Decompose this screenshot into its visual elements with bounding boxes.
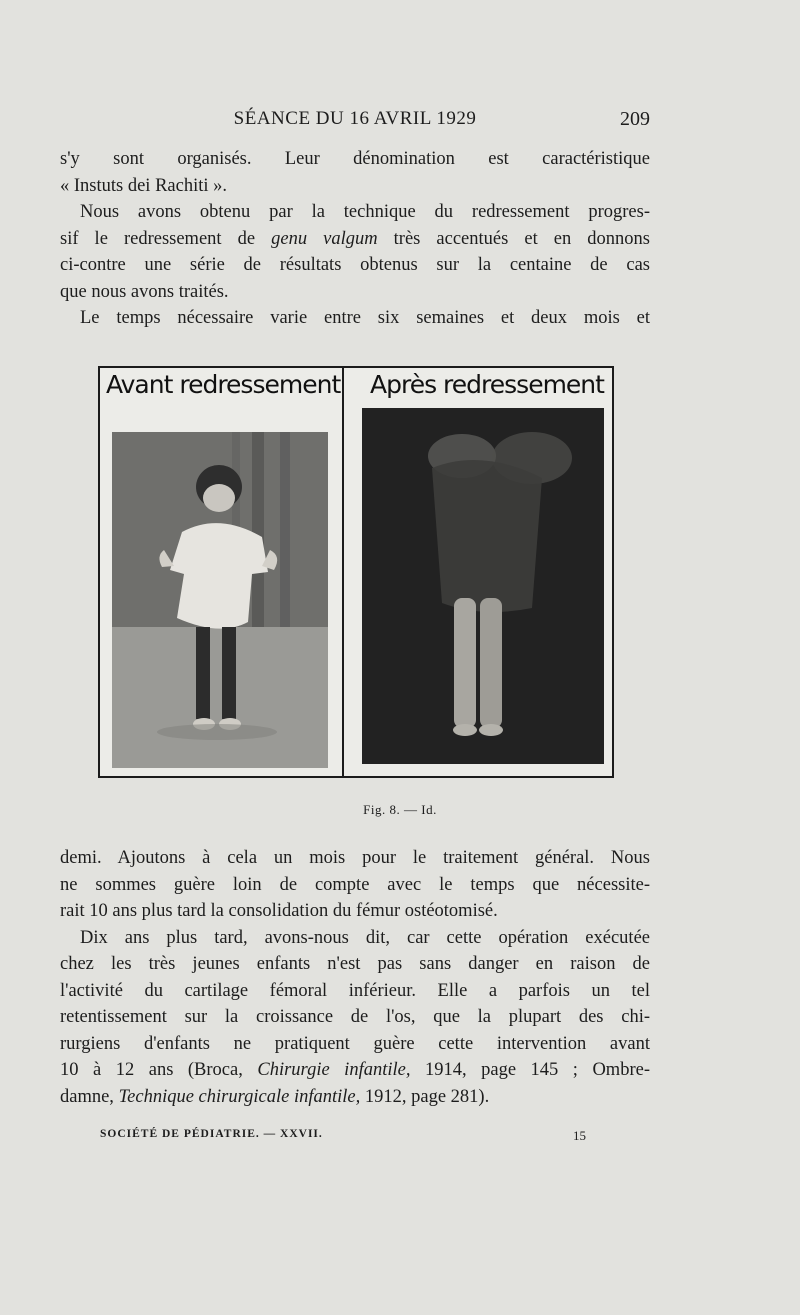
footer-signature: SOCIÉTÉ DE PÉDIATRIE. — XXVII. xyxy=(100,1128,323,1140)
text-span: 10 à 12 ans (Broca, xyxy=(60,1060,258,1080)
text-span: très accentués et en donnons xyxy=(377,228,650,249)
text-line: Dix ans plus tard, avons-nous dit, car cette opération exécutée xyxy=(80,927,650,948)
text-line: « Instuts dei Rachiti ». xyxy=(60,175,227,196)
footer-gathering-number: 15 xyxy=(573,1128,586,1143)
text-line xyxy=(60,226,650,253)
page-footer xyxy=(100,1128,586,1146)
text-line: rurgiens d'enfants ne pratiquent guère cette intervention avant xyxy=(60,1033,650,1054)
photo-before xyxy=(112,432,328,768)
text-line: Le temps nécessaire varie entre six semaines et deux mois et xyxy=(80,308,650,328)
figure-divider xyxy=(342,368,344,776)
italic-term: genu valgum xyxy=(271,228,378,249)
text-line xyxy=(60,1057,650,1084)
text-span: 1912, page 281). xyxy=(360,1086,490,1107)
page-number: 209 xyxy=(620,108,650,130)
panel-title-before: Avant redressement xyxy=(106,370,341,399)
text-line: l'activité du cartilage fémoral inférieur. Elle a parfois un tel xyxy=(60,980,650,1001)
italic-title: Technique chirurgicale infantile, xyxy=(118,1086,361,1107)
text-span: sif le redressement de xyxy=(60,228,272,249)
panel-title-after: Après redressement xyxy=(370,370,604,399)
figure-8 xyxy=(98,366,614,778)
text-line: ci-contre une série de résultats obtenus sur la centaine de cas xyxy=(60,255,650,275)
text-block-top xyxy=(60,146,650,332)
text-line: que nous avons traités. xyxy=(60,281,229,302)
text-line xyxy=(60,1084,650,1111)
text-block-bottom xyxy=(60,845,650,1110)
italic-title: Chirurgie infantile, xyxy=(257,1060,411,1080)
text-span: damne, xyxy=(60,1086,119,1107)
text-line: Nous avons obtenu par la technique du redressement progres- xyxy=(80,202,650,222)
figure-caption: Fig. 8. — Id. xyxy=(363,802,437,817)
text-line: s'y sont organisés. Leur dénomination est caractéristique xyxy=(60,149,650,169)
text-line: chez les très jeunes enfants n'est pas sans danger en raison de xyxy=(60,954,650,974)
text-line: retentissement sur la croissance de l'os, que la plupart des chi- xyxy=(60,1007,650,1027)
running-title: SÉANCE DU 16 AVRIL 1929 xyxy=(233,108,477,129)
text-span: 1914, page 145 ; Ombre- xyxy=(410,1060,650,1080)
text-line: demi. Ajoutons à cela un mois pour le traitement général. Nous xyxy=(60,848,650,868)
running-head xyxy=(60,108,650,136)
photo-after xyxy=(362,408,604,764)
text-line: ne sommes guère loin de compte avec le temps que nécessite- xyxy=(60,874,650,895)
text-line: rait 10 ans plus tard la consolidation du fémur ostéotomisé. xyxy=(60,901,498,921)
